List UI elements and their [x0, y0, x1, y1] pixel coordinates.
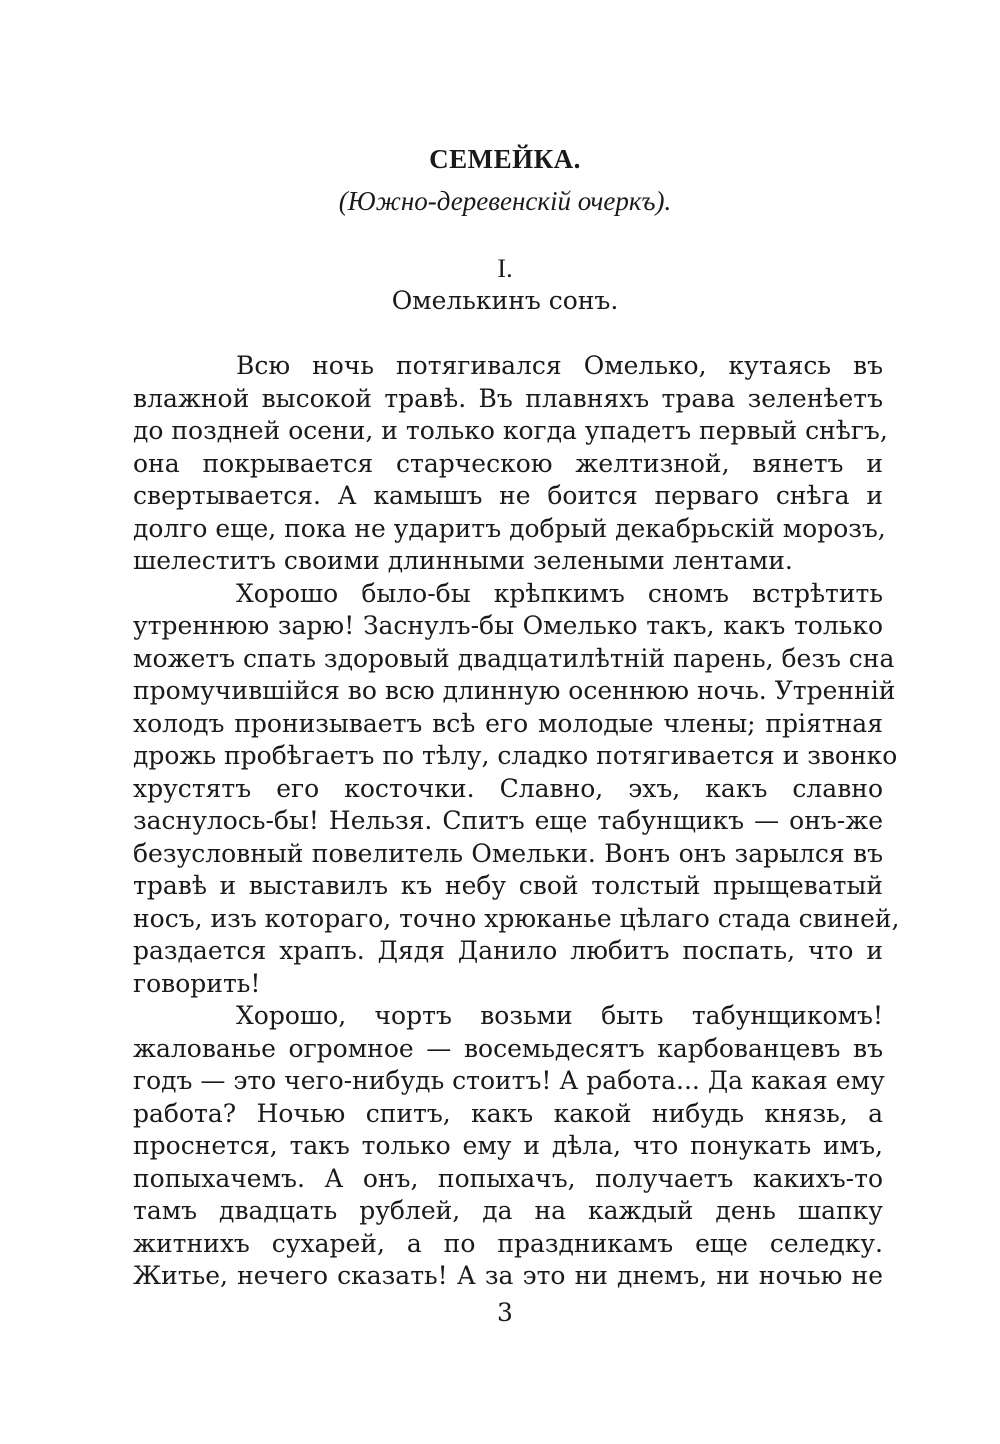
text-line: утреннюю зарю! Заснулъ-бы Омелько такъ, какъ только: [133, 611, 883, 640]
text-line: годъ — это чего-нибудь стоитъ! А работа... Да какая ему: [133, 1066, 885, 1095]
body-text: [133, 350, 900, 1293]
text-line: Хорошо было-бы крѣпкимъ сномъ встрѣтить: [236, 578, 883, 608]
text-line: работа? Ночью спитъ, какъ какой нибудь князь, а: [133, 1098, 883, 1128]
story-title: СЕМЕЙКА.: [429, 144, 581, 174]
text-line: жалованье огромное — восемьдесятъ карбованцевъ въ: [133, 1033, 883, 1063]
text-line: травѣ и выставилъ къ небу свой толстый прыщеватый: [133, 871, 883, 900]
text-line: носъ, изъ котораго, точно хрюканье цѣлаго стада свиней,: [133, 903, 900, 933]
text-line: свертывается. А камышъ не боится перваго снѣга и: [133, 481, 883, 510]
text-line: безусловный повелитель Омельки. Вонъ онъ зарылся въ: [133, 838, 883, 868]
text-line: заснулось-бы! Нельзя. Спитъ еще табунщикъ — онъ-же: [133, 806, 883, 835]
paragraph: [133, 350, 888, 578]
text-line: раздается храпъ. Дядя Данило любитъ поспать, что и: [133, 936, 883, 965]
text-line: хрустятъ его косточки. Славно, эхъ, какъ славно: [133, 773, 883, 803]
story-subtitle: (Южно-деревенскій очеркъ).: [338, 186, 672, 216]
text-line: холодъ пронизываетъ всѣ его молодые члены; пріятная: [133, 708, 883, 738]
page-number: 3: [497, 1298, 513, 1327]
text-line: Житье, нечего сказать! А за это ни днемъ, ни ночью не: [133, 1261, 883, 1290]
text-line: Хорошо, чортъ возьми быть табунщикомъ!: [236, 1001, 883, 1030]
text-line: шелеститъ своими длинными зелеными лентами.: [133, 546, 793, 575]
paragraph: [133, 578, 900, 1001]
text-line: проснется, такъ только ему и дѣла, что понукать имъ,: [133, 1131, 883, 1160]
text-line: долго еще, пока не ударитъ добрый декабрьскій морозъ,: [133, 513, 886, 543]
chapter-number: I.: [497, 254, 513, 283]
text-line: говорить!: [133, 968, 261, 998]
paragraph: [133, 1000, 883, 1293]
text-line: житнихъ сухарей, а по праздникамъ еще селедку.: [133, 1228, 883, 1258]
text-line: попыхачемъ. А онъ, попыхачъ, получаетъ какихъ-то: [133, 1163, 883, 1193]
chapter-title: Омелькинъ сонъ.: [391, 286, 619, 315]
text-line: промучившійся во всю длинную осеннюю ночь. Утренній: [133, 676, 896, 705]
text-line: Всю ночь потягивался Омелько, кутаясь въ: [236, 351, 883, 380]
text-line: тамъ двадцать рублей, да на каждый день шапку: [133, 1196, 883, 1225]
text-line: влажной высокой травѣ. Въ плавняхъ трава зеленѣетъ: [133, 383, 883, 413]
text-line: до поздней осени, и только когда упадетъ первый снѣгъ,: [133, 416, 888, 445]
text-line: можетъ спать здоровый двадцатилѣтній парень, безъ сна: [133, 643, 895, 673]
text-line: она покрывается старческою желтизной, вянетъ и: [133, 448, 883, 478]
text-line: дрожь пробѣгаетъ по тѣлу, сладко потягивается и звонко: [133, 741, 898, 770]
